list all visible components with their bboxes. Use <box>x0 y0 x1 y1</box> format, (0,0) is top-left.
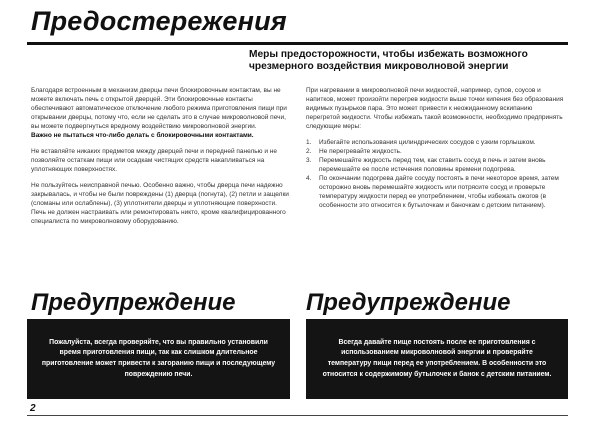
left-column <box>31 87 289 234</box>
warning-title-left: Предупреждение <box>31 289 236 316</box>
page-number: 2 <box>30 403 36 414</box>
page-title: Предостережения <box>31 6 287 36</box>
list-item-text: Избегайте использования цилиндрических сосудов с узким горлышком. <box>319 138 536 146</box>
list-item-number: 1. <box>306 138 312 146</box>
list-item <box>306 157 564 175</box>
warning-box-left <box>27 319 290 399</box>
list-item-number: 3. <box>306 156 312 164</box>
interlock-paragraph: Благодаря встроенным в механизм дверцы печи блокировочным контактам, вы не можете включать печь с открытой дверцей. Эти блокировочные контакты обеспечивают автоматическое отключение любого режима приготовления пищи при открывании дверцы, потому что, если не сделать это в случае микроволновой печи, вы можете подвергнуться вредному воздействию микроволновой энергии. <box>31 87 287 130</box>
list-item <box>306 175 564 211</box>
list-item-text: Не перегревайте жидкость. <box>319 147 402 155</box>
section-subheading: Меры предосторожности, чтобы избежать возможного чрезмерного воздействия микроволновой энергии <box>249 49 528 73</box>
precaution-list <box>306 139 564 211</box>
interlock-warning: Важно не пытаться что-либо делать с блокировочными контактами. <box>31 131 254 139</box>
service-paragraph: Печь не должен настраивать или ремонтировать никто, кроме квалифицированного специалиста по микроволновому оборудованию. <box>31 208 286 225</box>
damaged-oven-paragraph: Не пользуйтесь неисправной печью. Особенно важно, чтобы дверца печи надежно закрывалась, и чтобы не были повреждены (1) дверца (погнута), (2) петли и защелки (сломаны или ослаблены), (3) уплотнители дверцы и уплотняющие поверхности. <box>31 181 289 207</box>
warning-text-right: Всегда давайте пище постоять после ее приготовления с использованием микроволновой энергии и проверяйте температуру пищи перед ее употреблением. В особенности это относится к содержимому бутылочек и банок с детским питанием. <box>322 338 552 378</box>
door-gap-paragraph: Не вставляйте никаких предметов между дверцей печи и передней панелью и не позволяйте остаткам пищи или осадкам чистящих средств накапливаться на уплотняющих поверхностях. <box>31 147 278 173</box>
list-item-number: 4. <box>306 174 312 182</box>
list-item <box>306 139 564 148</box>
list-item <box>306 148 564 157</box>
warning-title-right: Предупреждение <box>306 289 511 316</box>
warning-text-left: Пожалуйста, всегда проверяйте, что вы правильно установили время приготовления пищи, так как слишком длительное приготовление может привести к загоранию пищи и последующему повреждению печи. <box>41 338 276 378</box>
footer-rule <box>27 415 568 416</box>
list-item-text: По окончании подогрева дайте сосуду постоять в печи некоторое время, затем осторожно вновь перемешайте жидкость или потрясите сосуд и проверьте температуру жидкости перед ее употреблением, чтобы избежать ожогов (в особенности это относится к бутылочкам и баночкам с детским питанием). <box>319 174 559 209</box>
warning-box-right <box>306 319 568 399</box>
list-item-number: 2. <box>306 147 312 155</box>
title-rule <box>27 42 568 45</box>
list-item-text: Перемешайте жидкость перед тем, как ставить сосуд в печь и затем вновь перемешайте ее после истечения половины времени подогрева. <box>319 156 546 173</box>
liquids-intro: При нагревании в микроволновой печи жидкостей, например, супов, соусов и напитков, может произойти перегрев жидкости выше точки кипения без образования видимых пузырьков пара. Это может привести к неожиданному вскипанию перегретой жидкости. Чтобы избежать такой возможности, необходимо предпринять следующие меры: <box>306 87 564 130</box>
right-column <box>306 87 564 211</box>
